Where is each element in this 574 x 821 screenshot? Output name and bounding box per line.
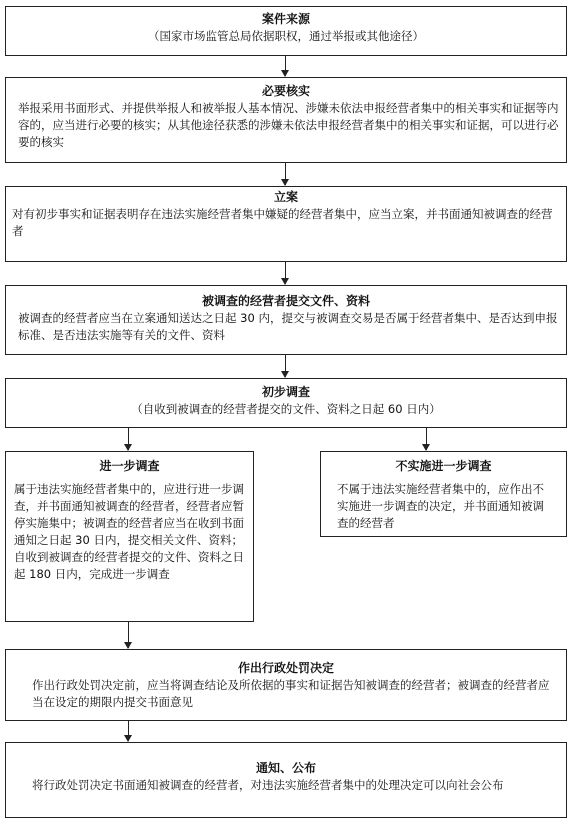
step-verification-text: 举报采用书面形式、并提供举报人和被举报人基本情况、涉嫌未依法申报经营者集中的相关事实和证据等内容的，应当进行必要的核实；从其他途径获悉的涉嫌未依法申报经营者集中的相关事实和证据，可以进行必要的核实 bbox=[18, 101, 559, 149]
step-verification-box bbox=[5, 77, 567, 163]
arrow-1 bbox=[285, 56, 286, 76]
step-case-source-box bbox=[5, 6, 567, 56]
step-notify-publish-text: 将行政处罚决定书面通知被调查的经营者，对违法实施经营者集中的处理决定可以向社会公布 bbox=[32, 778, 504, 792]
step-verification-title: 必要核实 bbox=[261, 84, 310, 98]
step-preliminary-investigation-box bbox=[5, 378, 567, 428]
step-penalty-decision-title: 作出行政处罚决定 bbox=[237, 661, 334, 675]
arrow-5-right bbox=[426, 428, 427, 450]
step-filing-title: 立案 bbox=[273, 190, 298, 204]
step-no-further-investigation-title: 不实施进一步调查 bbox=[395, 459, 492, 473]
step-filing-box bbox=[5, 186, 567, 262]
step-case-source-title: 案件来源 bbox=[261, 12, 310, 26]
arrow-2 bbox=[285, 163, 286, 185]
step-filing-text: 对有初步事实和证据表明存在违法实施经营者集中嫌疑的经营者集中，应当立案，并书面通知被调查的经营者 bbox=[12, 207, 553, 238]
step-case-source-text: （国家市场监管总局依据职权，通过举报或其他途径） bbox=[148, 29, 424, 43]
step-further-investigation-text: 属于违法实施经营者集中的，应进行进一步调查，并书面通知被调查的经营者，经营者应暂停实施集中；被调查的经营者应当在收到书面通知之日起 30 日内，提交相关文件、资料；自收到被调查的经营者提交的文件、资料之日起 180 日内，完成进一步调查 bbox=[14, 482, 244, 581]
step-penalty-decision-box bbox=[5, 649, 567, 721]
arrow-5-left bbox=[128, 428, 129, 450]
arrow-3 bbox=[285, 262, 286, 284]
step-further-investigation-box bbox=[5, 451, 254, 622]
arrow-6 bbox=[128, 622, 129, 648]
step-preliminary-investigation-text: （自收到被调查的经营者提交的文件、资料之日起 60 日内） bbox=[131, 402, 441, 416]
arrow-4 bbox=[285, 355, 286, 377]
step-submit-documents-box bbox=[5, 285, 567, 355]
step-penalty-decision-text: 作出行政处罚决定前，应当将调查结论及所依据的事实和证据告知被调查的经营者；被调查的经营者应当在设定的期限内提交书面意见 bbox=[32, 678, 550, 709]
step-submit-documents-title: 被调查的经营者提交文件、资料 bbox=[201, 294, 370, 308]
arrow-7 bbox=[128, 721, 129, 741]
step-further-investigation-title: 进一步调查 bbox=[99, 459, 160, 473]
step-submit-documents-text: 被调查的经营者应当在立案通知送达之日起 30 内，提交与被调查交易是否属于经营者集中、是否达到申报标准、是否违法实施等有关的文件、资料 bbox=[18, 311, 558, 342]
step-no-further-investigation-text: 不属于违法实施经营者集中的，应作出不实施进一步调查的决定，并书面通知被调查的经营者 bbox=[337, 482, 544, 530]
step-notify-publish-box bbox=[5, 742, 567, 818]
step-no-further-investigation-box bbox=[320, 451, 567, 537]
step-preliminary-investigation-title: 初步调查 bbox=[261, 385, 310, 399]
step-notify-publish-title: 通知、公布 bbox=[255, 761, 316, 775]
